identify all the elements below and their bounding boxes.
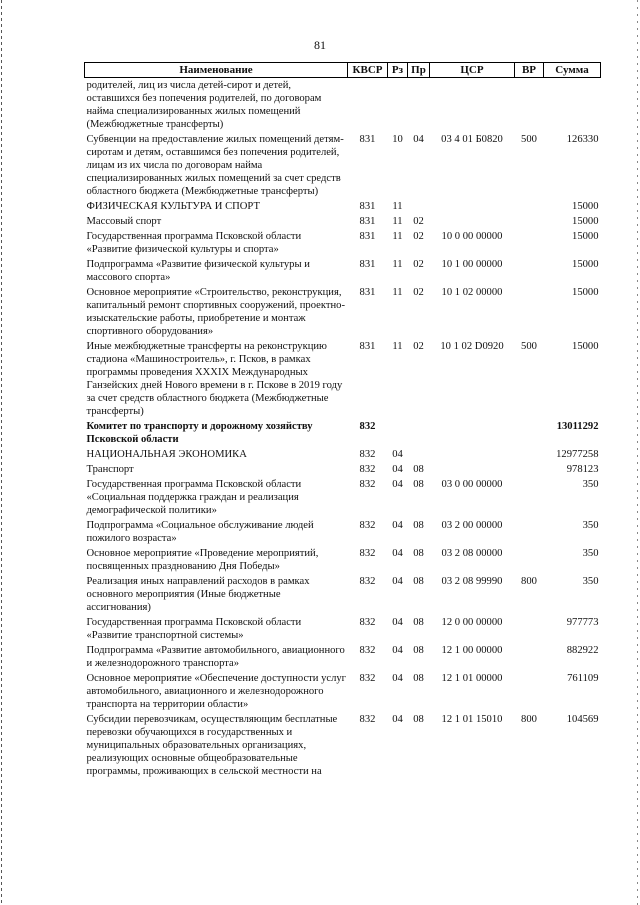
cell-sum: 12977258 (556, 449, 599, 460)
cell-vr (515, 257, 544, 285)
cell-rz: 04 (392, 464, 403, 475)
cell-sum: 350 (582, 576, 599, 587)
cell-name: Субвенции на предоставление жилых помещений детям-сиротам и детям, оставшимся без попечения родителей, лицам из их числа по договорам найма специализированных жилых помещений за счет средств областного бюджета (Межбюджетные трансферты) (86, 134, 344, 197)
cell-sum: 15000 (572, 287, 599, 298)
cell-vr (515, 285, 544, 339)
cell-name: Подпрограмма «Развитие физической культуры и массового спорта» (86, 259, 310, 283)
cell-name: Массовый спорт (86, 216, 162, 227)
cell-vr: 800 (521, 576, 537, 587)
cell-name: Реализация иных направлений расходов в рамках основного мероприятия (Иные бюджетные ассигнования) (86, 576, 310, 613)
cell-rz: 04 (392, 520, 403, 531)
cell-pr: 08 (413, 673, 424, 684)
cell-sum: 126330 (566, 134, 599, 145)
cell-vr (515, 518, 544, 546)
cell-csr (430, 419, 515, 447)
cell-pr: 02 (413, 216, 424, 227)
cell-vr (515, 615, 544, 643)
cell-kvsr: 831 (359, 341, 376, 352)
cell-vr (515, 199, 544, 214)
cell-vr (515, 229, 544, 257)
cell-kvsr: 831 (359, 134, 376, 145)
cell-csr: 10 1 02 00000 (441, 287, 503, 298)
cell-rz: 04 (392, 714, 403, 725)
cell-csr: 12 1 01 00000 (441, 673, 503, 684)
cell-sum: 350 (582, 479, 599, 490)
cell-rz (388, 419, 408, 447)
cell-rz (388, 78, 408, 133)
cell-pr: 04 (413, 134, 424, 145)
cell-vr (515, 462, 544, 477)
table-row (85, 643, 601, 671)
cell-kvsr: 832 (359, 421, 376, 432)
cell-csr: 10 1 00 00000 (441, 259, 503, 270)
cell-csr: 10 0 00 00000 (441, 231, 503, 242)
cell-csr: 12 1 01 15010 (441, 714, 503, 725)
cell-csr: 03 2 08 00000 (441, 548, 503, 559)
cell-vr: 800 (521, 714, 537, 725)
cell-name: Подпрограмма «Развитие автомобильного, авиационного и железнодорожного транспорта» (86, 645, 345, 669)
cell-pr: 08 (413, 548, 424, 559)
cell-vr (515, 477, 544, 518)
table-row (85, 615, 601, 643)
table-row (85, 339, 601, 419)
cell-name: Комитет по транспорту и дорожному хозяйству Псковской области (86, 421, 313, 445)
cell-vr (515, 214, 544, 229)
cell-name: НАЦИОНАЛЬНАЯ ЭКОНОМИКА (86, 449, 247, 460)
cell-name: Государственная программа Псковской области «Развитие физической культуры и спорта» (86, 231, 302, 255)
cell-rz: 04 (392, 449, 403, 460)
cell-name: Основное мероприятие «Проведение мероприятий, посвященных празднованию Дня Победы» (86, 548, 319, 572)
header-rz: Рз (388, 63, 408, 78)
cell-rz: 11 (392, 259, 403, 270)
cell-kvsr: 832 (359, 548, 376, 559)
table-row (85, 78, 601, 133)
cell-kvsr: 832 (359, 576, 376, 587)
cell-pr (408, 419, 430, 447)
cell-csr (430, 462, 515, 477)
table-row (85, 229, 601, 257)
cell-csr: 12 0 00 00000 (441, 617, 503, 628)
cell-name: Государственная программа Псковской области «Развитие транспортной системы» (86, 617, 302, 641)
cell-name: родителей, лиц из числа детей-сирот и детей, оставшихся без попечения родителей, по договорам найма специализированных жилых помещений (Межбюджетные трансферты) (86, 80, 322, 130)
cell-rz: 04 (392, 645, 403, 656)
cell-kvsr: 832 (359, 645, 376, 656)
cell-rz: 11 (392, 216, 403, 227)
cell-sum: 104569 (566, 714, 599, 725)
table-row (85, 214, 601, 229)
cell-csr (430, 199, 515, 214)
cell-csr: 12 1 00 00000 (441, 645, 503, 656)
header-vr: ВР (515, 63, 544, 78)
cell-rz: 04 (392, 576, 403, 587)
cell-csr: 03 2 00 00000 (441, 520, 503, 531)
scan-left-edge (1, 0, 2, 905)
table-header-row (85, 63, 601, 78)
cell-pr: 08 (413, 479, 424, 490)
cell-sum: 977773 (566, 617, 599, 628)
cell-sum: 13011292 (556, 421, 599, 432)
cell-sum: 15000 (572, 216, 599, 227)
cell-vr (515, 546, 544, 574)
cell-vr (515, 78, 544, 133)
table-row (85, 462, 601, 477)
table-body (85, 78, 601, 780)
cell-sum: 978123 (566, 464, 599, 475)
cell-name: Подпрограмма «Социальное обслуживание людей пожилого возраста» (86, 520, 314, 544)
cell-csr: 03 2 08 99990 (441, 576, 503, 587)
cell-csr (430, 447, 515, 462)
cell-kvsr (348, 78, 388, 133)
table-row (85, 447, 601, 462)
table-row (85, 132, 601, 199)
header-sum: Сумма (544, 63, 601, 78)
table-row (85, 419, 601, 447)
cell-sum: 15000 (572, 341, 599, 352)
cell-pr: 08 (413, 464, 424, 475)
cell-sum: 761109 (567, 673, 599, 684)
cell-vr: 500 (521, 134, 537, 145)
cell-kvsr: 831 (359, 201, 376, 212)
cell-sum: 350 (582, 520, 599, 531)
cell-sum (544, 78, 601, 133)
table-row (85, 257, 601, 285)
table-row (85, 574, 601, 615)
cell-pr: 08 (413, 520, 424, 531)
cell-csr (430, 78, 515, 133)
cell-kvsr: 831 (359, 231, 376, 242)
cell-pr: 08 (413, 576, 424, 587)
cell-csr: 03 4 01 Б0820 (441, 134, 503, 145)
header-csr: ЦСР (430, 63, 515, 78)
cell-vr (515, 419, 544, 447)
cell-kvsr: 832 (359, 520, 376, 531)
cell-pr (408, 447, 430, 462)
cell-name: Иные межбюджетные трансферты на реконструкцию стадиона «Машиностроитель», г. Псков, в рамках программы проведения XXXIX Международных Ганзейских дней Нового времени в г. Пскове в 2019 году за счет средств областного бюджета (Межбюджетные трансферты) (86, 341, 343, 417)
cell-rz: 11 (392, 231, 403, 242)
cell-vr (515, 671, 544, 712)
cell-kvsr: 832 (359, 714, 376, 725)
cell-csr (430, 214, 515, 229)
cell-kvsr: 832 (359, 449, 376, 460)
cell-rz: 04 (392, 673, 403, 684)
cell-csr: 03 0 00 00000 (441, 479, 503, 490)
cell-kvsr: 832 (359, 479, 376, 490)
cell-csr: 10 1 02 D0920 (440, 341, 504, 352)
cell-pr (408, 199, 430, 214)
cell-name: Транспорт (86, 464, 134, 475)
cell-vr: 500 (521, 341, 537, 352)
budget-table (84, 62, 601, 779)
cell-kvsr: 832 (359, 617, 376, 628)
cell-rz: 04 (392, 479, 403, 490)
cell-pr: 02 (413, 231, 424, 242)
cell-pr: 08 (413, 714, 424, 725)
header-kvsr: КВСР (348, 63, 388, 78)
cell-name: ФИЗИЧЕСКАЯ КУЛЬТУРА И СПОРТ (86, 201, 260, 212)
cell-sum: 15000 (572, 231, 599, 242)
cell-sum: 882922 (566, 645, 599, 656)
page-number: 81 (314, 38, 326, 52)
cell-kvsr: 831 (359, 287, 376, 298)
table-row (85, 285, 601, 339)
scan-right-edge (637, 0, 638, 905)
cell-pr (408, 78, 430, 133)
cell-pr: 02 (413, 287, 424, 298)
cell-rz: 11 (392, 341, 403, 352)
cell-sum: 350 (582, 548, 599, 559)
cell-rz: 11 (392, 287, 403, 298)
cell-pr: 08 (413, 617, 424, 628)
cell-pr: 08 (413, 645, 424, 656)
cell-rz: 04 (392, 617, 403, 628)
cell-kvsr: 832 (359, 673, 376, 684)
table-row (85, 712, 601, 779)
cell-rz: 10 (392, 134, 403, 145)
cell-sum: 15000 (572, 201, 599, 212)
table-row (85, 199, 601, 214)
cell-name: Основное мероприятие «Обеспечение доступности услуг автомобильного, авиационного и железнодорожного транспорта на территории области» (86, 673, 347, 710)
cell-rz: 11 (392, 201, 403, 212)
header-name: Наименование (85, 63, 348, 78)
cell-rz: 04 (392, 548, 403, 559)
cell-sum: 15000 (572, 259, 599, 270)
cell-kvsr: 832 (359, 464, 376, 475)
cell-name: Субсидии перевозчикам, осуществляющим бесплатные перевозки обучающихся в государственных и муниципальных образовательных организациях, реализующих основные общеобразовательные программы, проживающих в сельской местности на (86, 714, 338, 777)
cell-pr: 02 (413, 259, 424, 270)
cell-kvsr: 831 (359, 259, 376, 270)
cell-pr: 02 (413, 341, 424, 352)
table-row (85, 518, 601, 546)
header-pr: Пр (408, 63, 430, 78)
cell-vr (515, 447, 544, 462)
cell-name: Основное мероприятие «Строительство, реконструкция, капитальный ремонт спортивных сооружений, проектно-изыскательские работы, приобретение и монтаж спортивного оборудования» (86, 287, 345, 337)
table-row (85, 477, 601, 518)
table-row (85, 671, 601, 712)
cell-kvsr: 831 (359, 216, 376, 227)
table-row (85, 546, 601, 574)
cell-name: Государственная программа Псковской области «Социальная поддержка граждан и реализация демографической политики» (86, 479, 302, 516)
cell-vr (515, 643, 544, 671)
